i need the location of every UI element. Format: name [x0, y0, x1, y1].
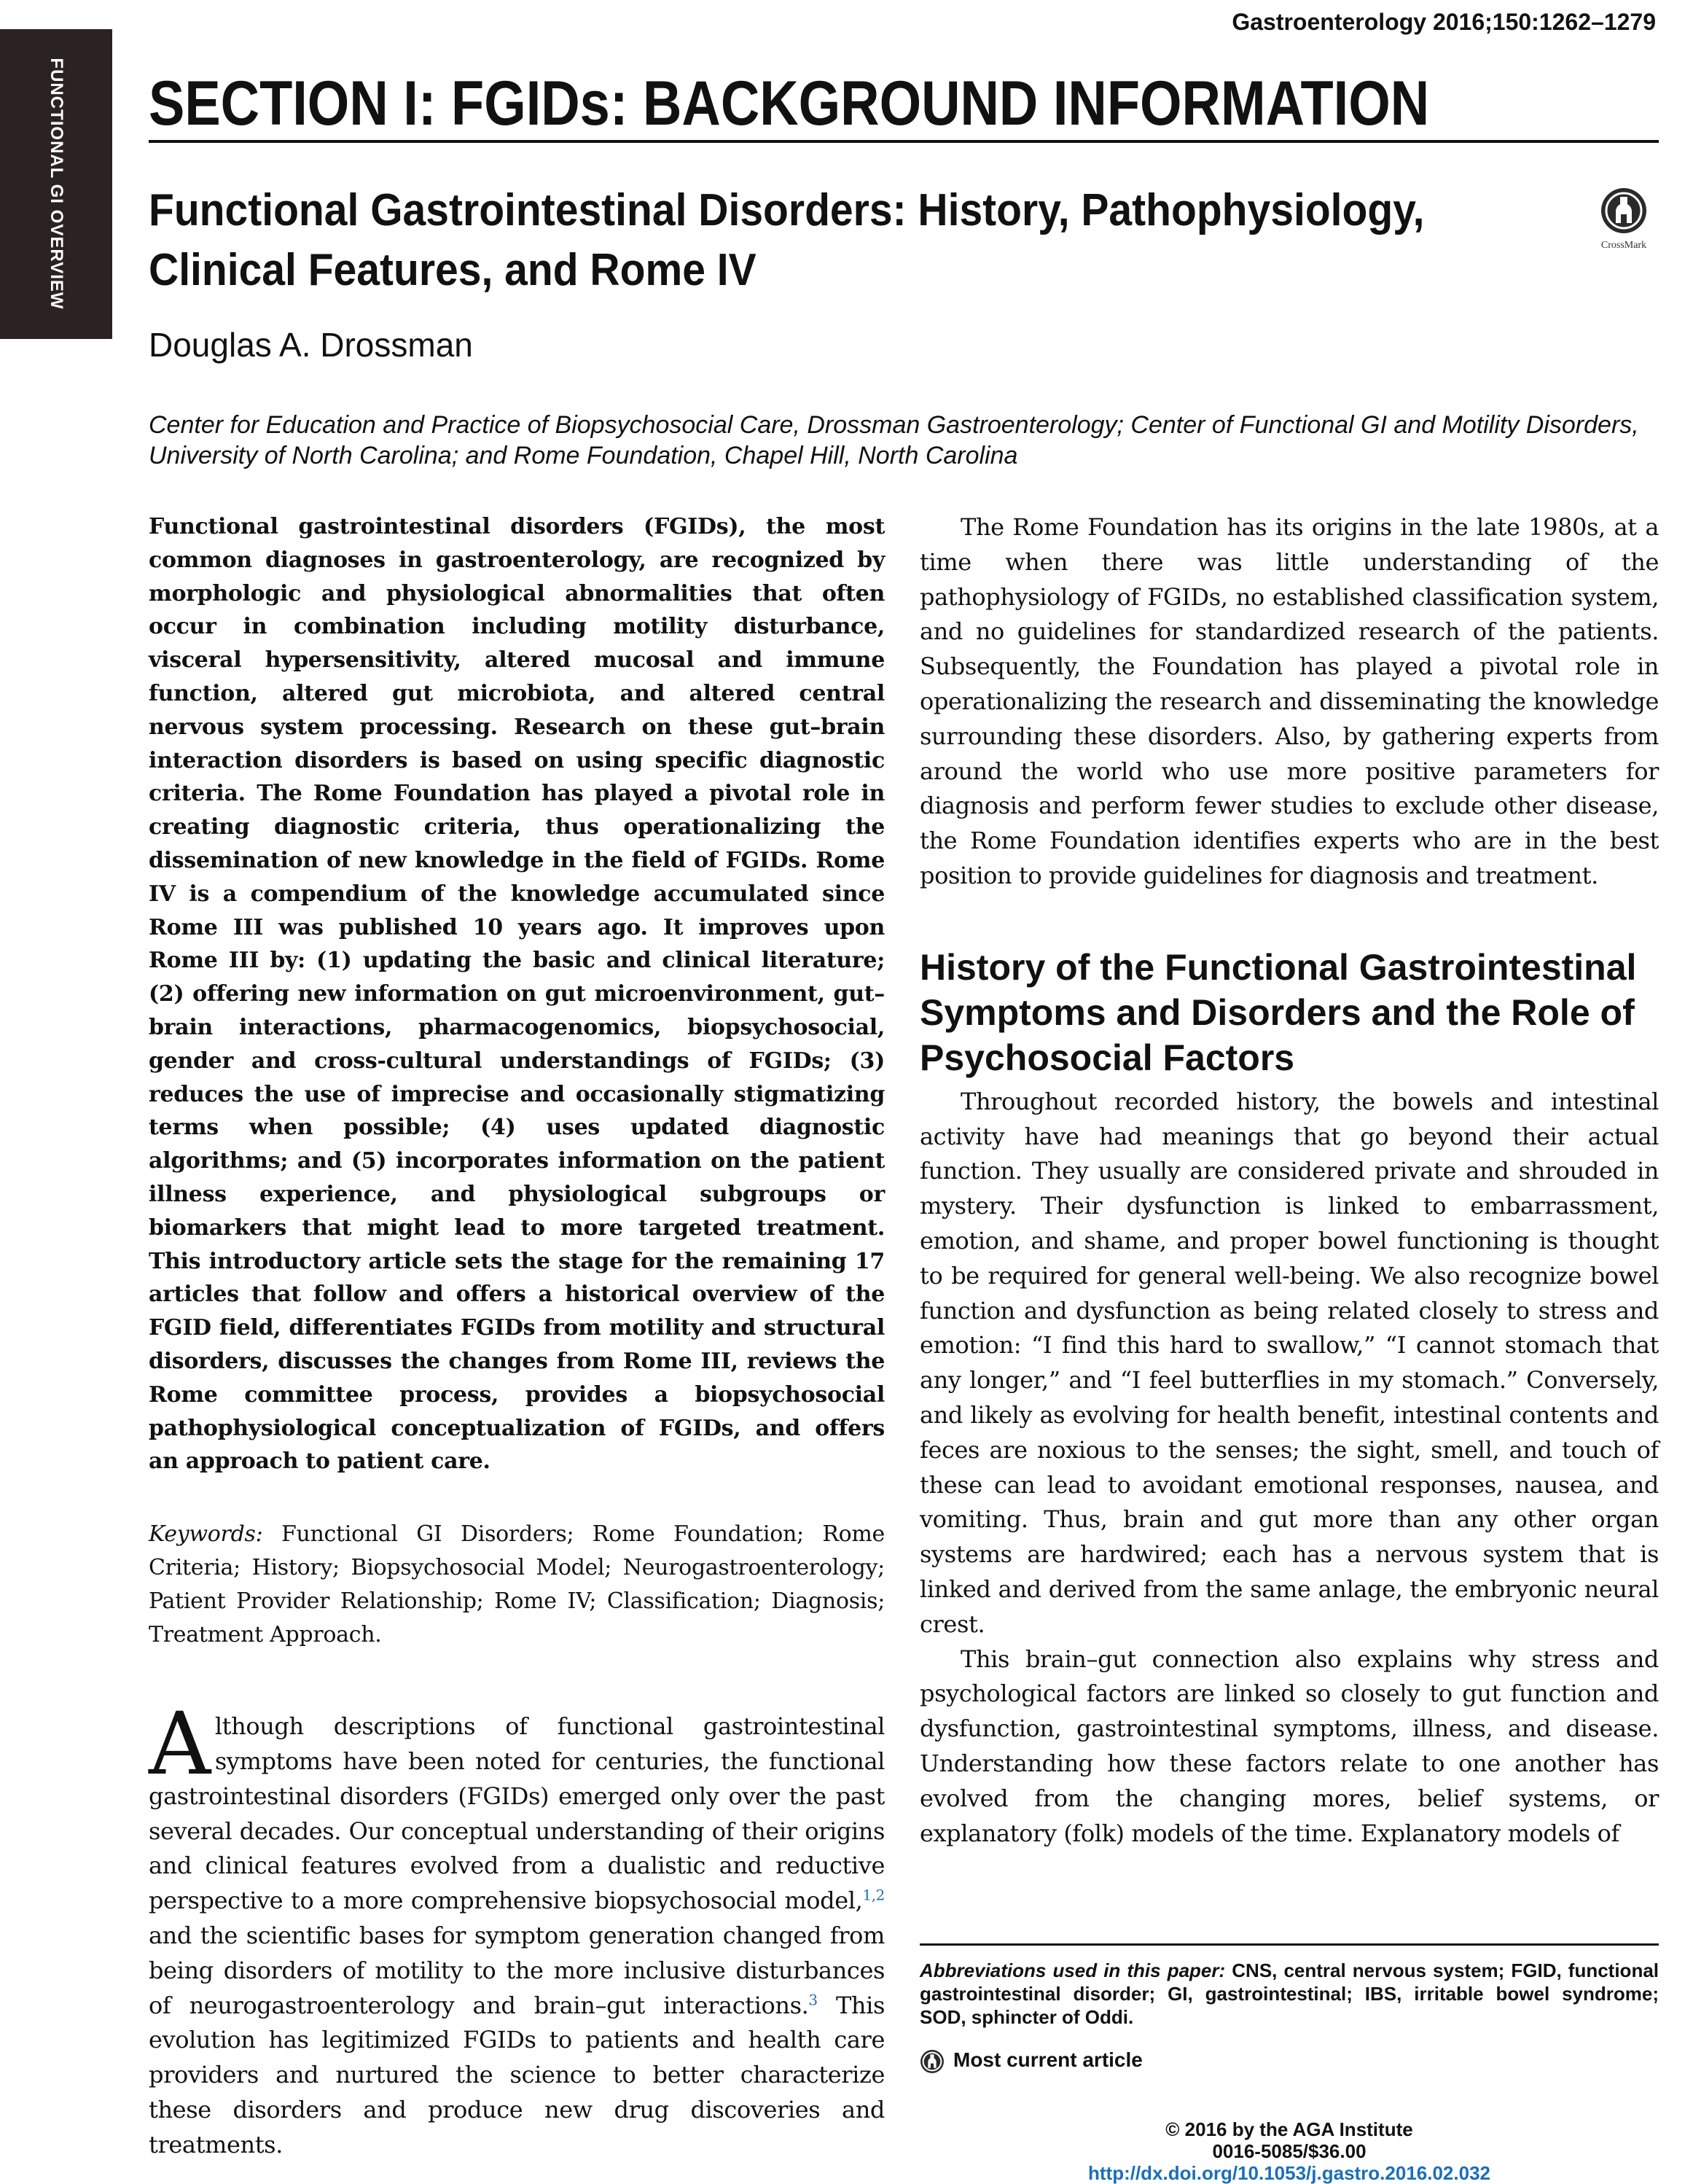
- abbreviations: [920, 1959, 1659, 2029]
- abbreviations-label: Abbreviations used in this paper:: [920, 1959, 1226, 1981]
- crossmark-icon: [1600, 187, 1648, 235]
- intro-text-3: This evolution has legitimized FGIDs to patients and health care providers and nurtured the science to better characterize these disorders and produce new drug discoveries and treatments.: [149, 1991, 885, 2158]
- copyright-block: [920, 2118, 1659, 2184]
- title-line-1: Functional Gastrointestinal Disorders: History, Pathophysiology,: [149, 185, 1425, 235]
- drop-cap: A: [149, 1693, 211, 1795]
- citation-link[interactable]: 1,2: [862, 1886, 885, 1904]
- doi-link[interactable]: http://dx.doi.org/10.1053/j.gastro.2016.02.032: [1088, 2162, 1490, 2184]
- left-column: [149, 510, 885, 2163]
- abbreviations-text: CNS, central nervous system; FGID, functional gastrointestinal disorder; GI, gastrointestinal; IBS, irritable bowel syndrome; SOD, sphincter of Oddi.: [920, 1959, 1659, 2028]
- author-affiliation: Center for Education and Practice of Biopsychosocial Care, Drossman Gastroenterology; Center of Functional GI and Motility Disorders, University of North Carolina; and Rome Foundation, Chapel Hill, North Carolina: [149, 411, 1639, 469]
- keywords: [149, 1518, 885, 1651]
- keywords-text: Functional GI Disorders; Rome Foundation; Rome Criteria; History; Biopsychosocial Model; Neurogastroenterology; Patient Provider Relationship; Rome IV; Classification; Diagnosis; Treatment Approach.: [149, 1521, 885, 1647]
- intro-text-2: and the scientific bases for symptom generation changed from being disorders of motility to the more inclusive disturbances of neurogastroenterology and brain–gut interactions.: [149, 1922, 885, 2019]
- title-line-2: Clinical Features, and Rome IV: [149, 245, 757, 295]
- sidebar-tab: [0, 29, 112, 339]
- most-current-article[interactable]: [920, 2048, 1659, 2074]
- issn: 0016-5085/$36.00: [1212, 2140, 1367, 2162]
- history-paragraph-2: This brain–gut connection also explains why stress and psychological factors are linked so closely to gut function and dysfunction, gastrointestinal symptoms, illness, and disease. Understanding how these factors relate to one another has evolved from the changing mores, belief systems, or explanatory (folk) models of the time. Explanatory models of: [920, 1645, 1659, 1847]
- keywords-label: Keywords:: [149, 1521, 263, 1548]
- intro-text-1: lthough descriptions of functional gastrointestinal symptoms have been noted for centuries, the functional gastrointestinal disorders (FGIDs) emerged only over the past several decades. Our conceptual understanding of their origins and clinical features evolved from a dualistic and reductive perspective to a more comprehensive biopsychosocial model,: [149, 1712, 885, 1915]
- rome-foundation-paragraph: The Rome Foundation has its origins in the late 1980s, at a time when there was little understanding of the pathophysiology of FGIDs, no established classification system, and no guidelines for standardized research of the patients. Subsequently, the Foundation has played a pivotal role in operationalizing the research and disseminating the knowledge surrounding these disorders. Also, by gathering experts from around the world who use more positive parameters for diagnosis and perform fewer studies to exclude other disease, the Rome Foundation identifies experts who are in the best position to provide guidelines for diagnosis and treatment.: [920, 513, 1659, 889]
- crossmark-icon: [920, 2049, 945, 2074]
- crossmark-label: CrossMark: [1600, 240, 1647, 251]
- most-current-label: Most current article: [953, 2048, 1143, 2071]
- section-heading: SECTION I: FGIDs: BACKGROUND INFORMATION: [149, 69, 1430, 139]
- history-heading: History of the Functional Gastrointestinal Symptoms and Disorders and the Role of Psychosocial Factors: [920, 946, 1637, 1078]
- crossmark-badge[interactable]: [1596, 187, 1651, 251]
- journal-reference: Gastroenterology 2016;150:1262–1279: [1232, 9, 1656, 35]
- footnote-rule: [920, 1943, 1659, 1946]
- copyright-notice: © 2016 by the AGA Institute: [1165, 2118, 1413, 2140]
- citation-link[interactable]: 3: [808, 1991, 818, 2009]
- article-title: [149, 181, 1463, 300]
- footnote-block: [920, 1943, 1659, 2074]
- right-column: [920, 510, 1659, 1851]
- sidebar-label: FUNCTIONAL GI OVERVIEW: [47, 58, 66, 310]
- intro-paragraph: [149, 1693, 885, 2162]
- abstract: Functional gastrointestinal disorders (FGIDs), the most common diagnoses in gastroenterology, are recognized by morphologic and physiological abnormalities that often occur in combination including motility disturbance, visceral hypersensitivity, altered mucosal and immune function, altered gut microbiota, and altered central nervous system processing. Research on these gut–brain interaction disorders is based on using specific diagnostic criteria. The Rome Foundation has played a pivotal role in creating diagnostic criteria, thus operationalizing the dissemination of new knowledge in the field of FGIDs. Rome IV is a compendium of the knowledge accumulated since Rome III was published 10 years ago. It improves upon Rome III by: (1) updating the basic and clinical literature; (2) offering new information on gut microenvironment, gut–brain interactions, pharmacogenomics, biopsychosocial, gender and cross-cultural understandings of FGIDs; (3) reduces the use of imprecise and occasionally stigmatizing terms when possible; (4) uses updated diagnostic algorithms; and (5) incorporates information on the patient illness experience, and physiological subgroups or biomarkers that might lead to more targeted treatment. This introductory article sets the stage for the remaining 17 articles that follow and offers a historical overview of the FGID field, differentiates FGIDs from motility and structural disorders, discusses the changes from Rome III, reviews the Rome committee process, provides a biopsychosocial pathophysiological conceptualization of FGIDs, and offers an approach to patient care.: [149, 514, 885, 1475]
- history-paragraph-1: Throughout recorded history, the bowels and intestinal activity have had meanings that go beyond their actual function. They usually are considered private and shrouded in mystery. Their dysfunction is linked to embarrassment, emotion, and shame, and proper bowel functioning is thought to be required for general well-being. We also recognize bowel function and dysfunction as being related closely to stress and emotion: “I find this hard to swallow,” “I cannot stomach that any longer,” and “I feel butterflies in my stomach.” Conversely, and likely as evolving for health benefit, intestinal contents and feces are noxious to the senses; the sight, smell, and touch of these can lead to avoidant emotional responses, nausea, and vomiting. Thus, brain and gut more than any other organ systems are hardwired; each has a nervous system that is linked and derived from the same anlage, the embryonic neural crest.: [920, 1087, 1659, 1638]
- header-rule: [149, 140, 1659, 143]
- author-name: Douglas A. Drossman: [149, 326, 473, 364]
